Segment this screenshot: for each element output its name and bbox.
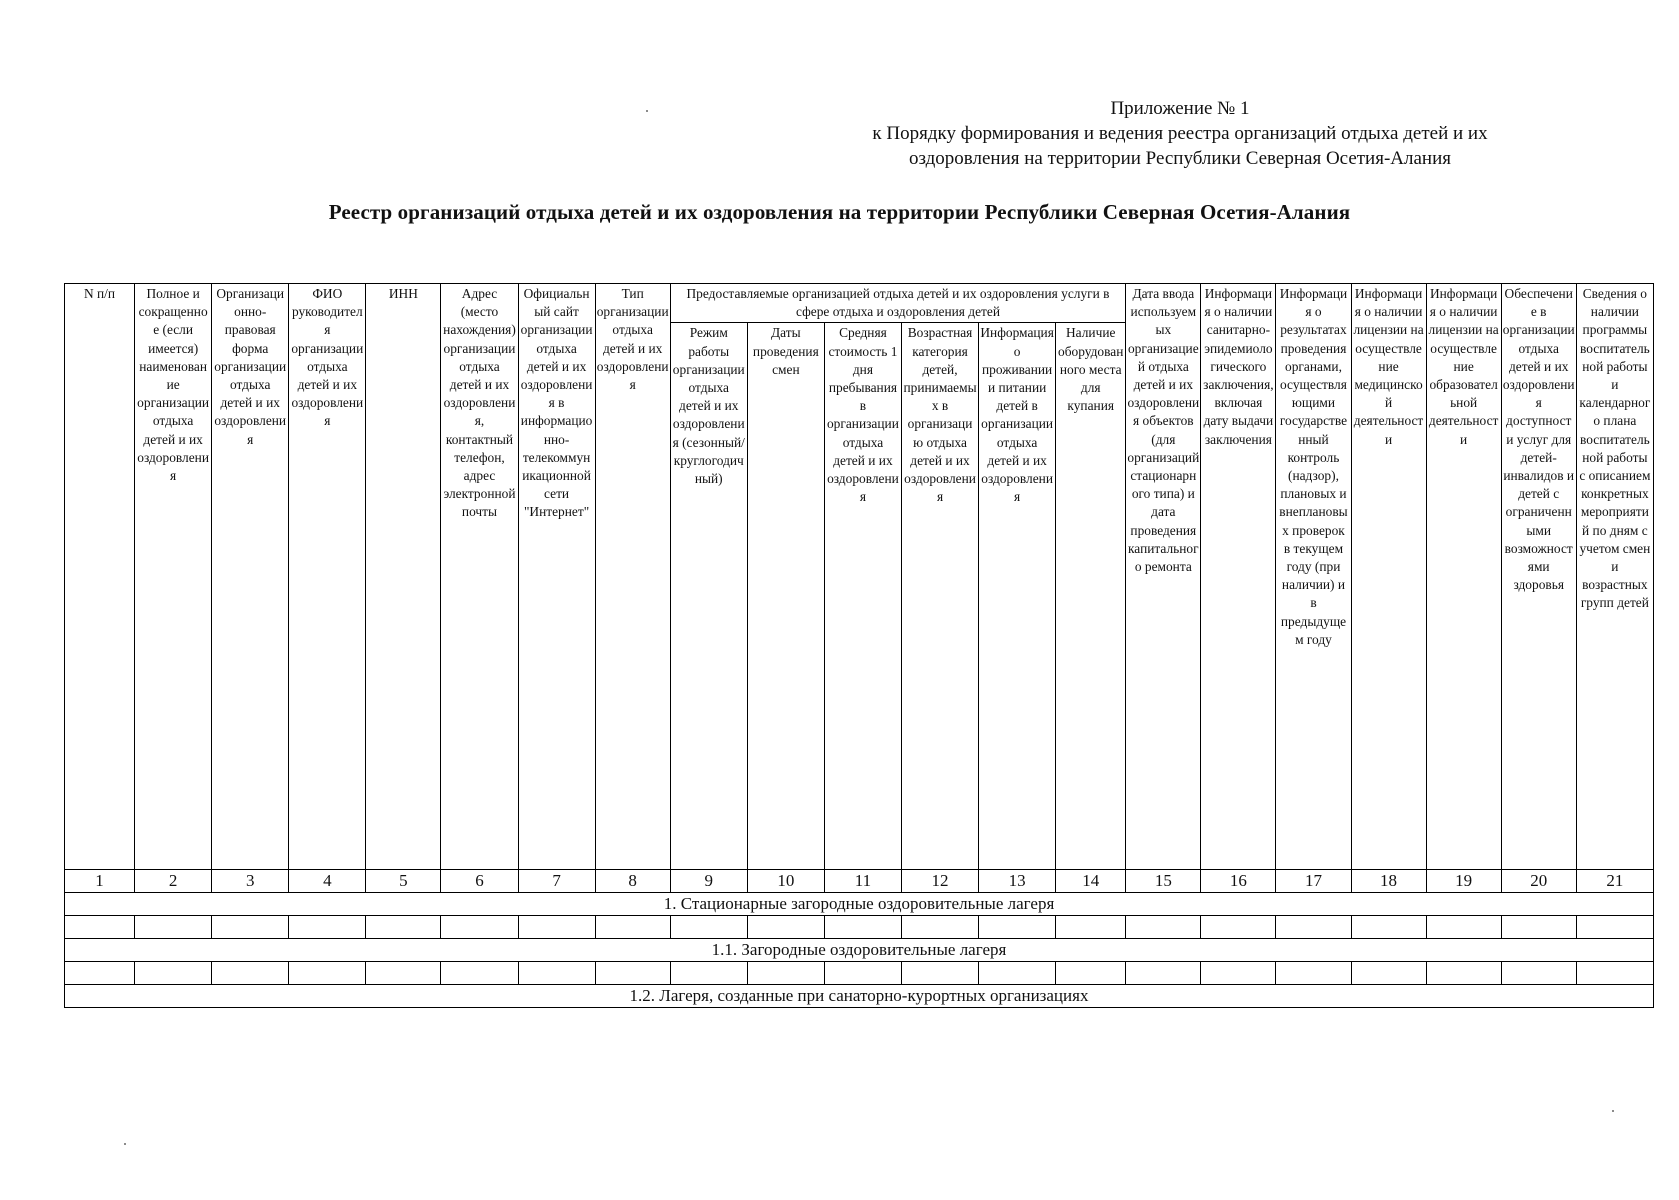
column-number: 19 xyxy=(1426,870,1501,893)
col-header-18: Информация о наличии лицензии на осуществление медицинской деятельности xyxy=(1351,284,1426,870)
empty-cell xyxy=(1201,962,1276,985)
empty-cell xyxy=(135,962,212,985)
empty-cell xyxy=(747,962,824,985)
empty-cell xyxy=(1576,962,1653,985)
column-number: 9 xyxy=(670,870,747,893)
empty-cell xyxy=(595,962,670,985)
empty-cell xyxy=(366,916,441,939)
empty-cell xyxy=(670,916,747,939)
section-row xyxy=(65,939,1654,962)
column-number: 13 xyxy=(979,870,1056,893)
empty-cell xyxy=(1276,962,1351,985)
empty-cell xyxy=(1276,916,1351,939)
col-header-13: Информация о проживании и питании детей в организации отдыха детей и их оздоровления xyxy=(979,323,1056,870)
empty-cell xyxy=(1501,916,1576,939)
column-number: 4 xyxy=(289,870,366,893)
col-header-15: Дата ввода используемых организацией отдыха детей и их оздоровления объектов (для организаций стационарного типа) и дата проведения капитального ремонта xyxy=(1126,284,1201,870)
empty-cell xyxy=(1351,962,1426,985)
column-number: 18 xyxy=(1351,870,1426,893)
empty-cell xyxy=(289,916,366,939)
col-header-2: Полное и сокращенное (если имеется) наименование организации отдыха детей и их оздоровления xyxy=(135,284,212,870)
col-header-9: Режим работы организации отдыха детей и их оздоровления (сезонный/круглогодичный) xyxy=(670,323,747,870)
empty-cell xyxy=(595,916,670,939)
empty-cell xyxy=(366,962,441,985)
registry-table xyxy=(64,283,1654,1008)
empty-cell xyxy=(747,916,824,939)
empty-cell xyxy=(901,962,978,985)
column-number: 1 xyxy=(65,870,135,893)
column-number: 11 xyxy=(824,870,901,893)
column-number-row xyxy=(65,870,1654,893)
column-number: 14 xyxy=(1056,870,1126,893)
empty-cell xyxy=(1351,916,1426,939)
empty-cell xyxy=(518,916,595,939)
empty-cell xyxy=(65,916,135,939)
empty-cell xyxy=(670,962,747,985)
empty-cell xyxy=(1426,916,1501,939)
column-number: 17 xyxy=(1276,870,1351,893)
col-header-11: Средняя стоимость 1 дня пребывания в организации отдыха детей и их оздоровления xyxy=(824,323,901,870)
empty-cell xyxy=(65,962,135,985)
empty-cell xyxy=(1201,916,1276,939)
col-header-3: Организационно-правовая форма организации отдыха детей и их оздоровления xyxy=(212,284,289,870)
col-header-7: Официальный сайт организации отдыха детей и их оздоровления в информационно-телекоммуникационной сети "Интернет" xyxy=(518,284,595,870)
col-header-21: Сведения о наличии программы воспитательной работы и календарного плана воспитательной работы с описанием конкретных мероприятий по дням с учетом смен и возрастных групп детей xyxy=(1576,284,1653,870)
empty-cell xyxy=(518,962,595,985)
column-number: 12 xyxy=(901,870,978,893)
header-row-1 xyxy=(65,284,1654,323)
empty-cell xyxy=(979,916,1056,939)
col-header-5: ИНН xyxy=(366,284,441,870)
column-number: 3 xyxy=(212,870,289,893)
empty-cell xyxy=(289,962,366,985)
scan-speck xyxy=(124,1143,126,1145)
document-title: Реестр организаций отдыха детей и их оздоровления на территории Республики Северная Осетия-Алания xyxy=(328,200,1351,224)
section-title-1-2: 1.2. Лагеря, созданные при санаторно-курортных организациях xyxy=(65,985,1654,1008)
col-header-20: Обеспечение в организации отдыха детей и их оздоровления доступности услуг для детей-инвалидов и детей с ограниченными возможностями здоровья xyxy=(1501,284,1576,870)
col-header-6: Адрес (место нахождения) организации отдыха детей и их оздоровления, контактный телефон, адрес электронной почты xyxy=(441,284,518,870)
section-title-1: 1. Стационарные загородные оздоровительные лагеря xyxy=(65,893,1654,916)
empty-cell xyxy=(212,916,289,939)
column-number: 15 xyxy=(1126,870,1201,893)
empty-row xyxy=(65,916,1654,939)
empty-cell xyxy=(1056,916,1126,939)
column-number: 21 xyxy=(1576,870,1653,893)
col-header-4: ФИО руководителя организации отдыха детей и их оздоровления xyxy=(289,284,366,870)
empty-cell xyxy=(901,916,978,939)
column-number: 5 xyxy=(366,870,441,893)
empty-cell xyxy=(1126,916,1201,939)
empty-row xyxy=(65,962,1654,985)
appendix-line-2: к Порядку формирования и ведения реестра организаций отдыха детей и их xyxy=(872,123,1488,144)
appendix-line-1: Приложение № 1 xyxy=(1110,98,1250,119)
empty-cell xyxy=(1126,962,1201,985)
section-row xyxy=(65,893,1654,916)
services-group-header: Предоставляемые организацией отдыха детей и их оздоровления услуги в сфере отдыха и оздоровления детей xyxy=(670,284,1126,323)
empty-cell xyxy=(135,916,212,939)
col-header-12: Возрастная категория детей, принимаемых в организацию отдыха детей и их оздоровления xyxy=(901,323,978,870)
col-header-14: Наличие оборудованного места для купания xyxy=(1056,323,1126,870)
column-number: 2 xyxy=(135,870,212,893)
empty-cell xyxy=(441,962,518,985)
column-number: 6 xyxy=(441,870,518,893)
section-title-1-1: 1.1. Загородные оздоровительные лагеря xyxy=(65,939,1654,962)
scan-speck xyxy=(646,110,648,112)
col-header-17: Информация о результатах проведения органами, осуществляющими государственный контроль (надзор), плановых и внеплановых проверок в текущем году (при наличии) и в предыдущем году xyxy=(1276,284,1351,870)
column-number: 16 xyxy=(1201,870,1276,893)
empty-cell xyxy=(1426,962,1501,985)
empty-cell xyxy=(441,916,518,939)
empty-cell xyxy=(824,916,901,939)
section-row xyxy=(65,985,1654,1008)
empty-cell xyxy=(212,962,289,985)
col-header-19: Информация о наличии лицензии на осуществление образовательной деятельности xyxy=(1426,284,1501,870)
appendix-block xyxy=(820,96,1540,171)
scan-speck xyxy=(1612,1110,1614,1112)
col-header-1: N п/п xyxy=(65,284,135,870)
column-number: 8 xyxy=(595,870,670,893)
empty-cell xyxy=(824,962,901,985)
column-number: 20 xyxy=(1501,870,1576,893)
col-header-8: Тип организации отдыха детей и их оздоровления xyxy=(595,284,670,870)
col-header-16: Информация о наличии санитарно-эпидемиологического заключения, включая дату выдачи заключения xyxy=(1201,284,1276,870)
col-header-10: Даты проведения смен xyxy=(747,323,824,870)
empty-cell xyxy=(1501,962,1576,985)
empty-cell xyxy=(1576,916,1653,939)
empty-cell xyxy=(979,962,1056,985)
empty-cell xyxy=(1056,962,1126,985)
appendix-line-3: оздоровления на территории Республики Северная Осетия-Алания xyxy=(908,148,1452,169)
column-number: 10 xyxy=(747,870,824,893)
column-number: 7 xyxy=(518,870,595,893)
